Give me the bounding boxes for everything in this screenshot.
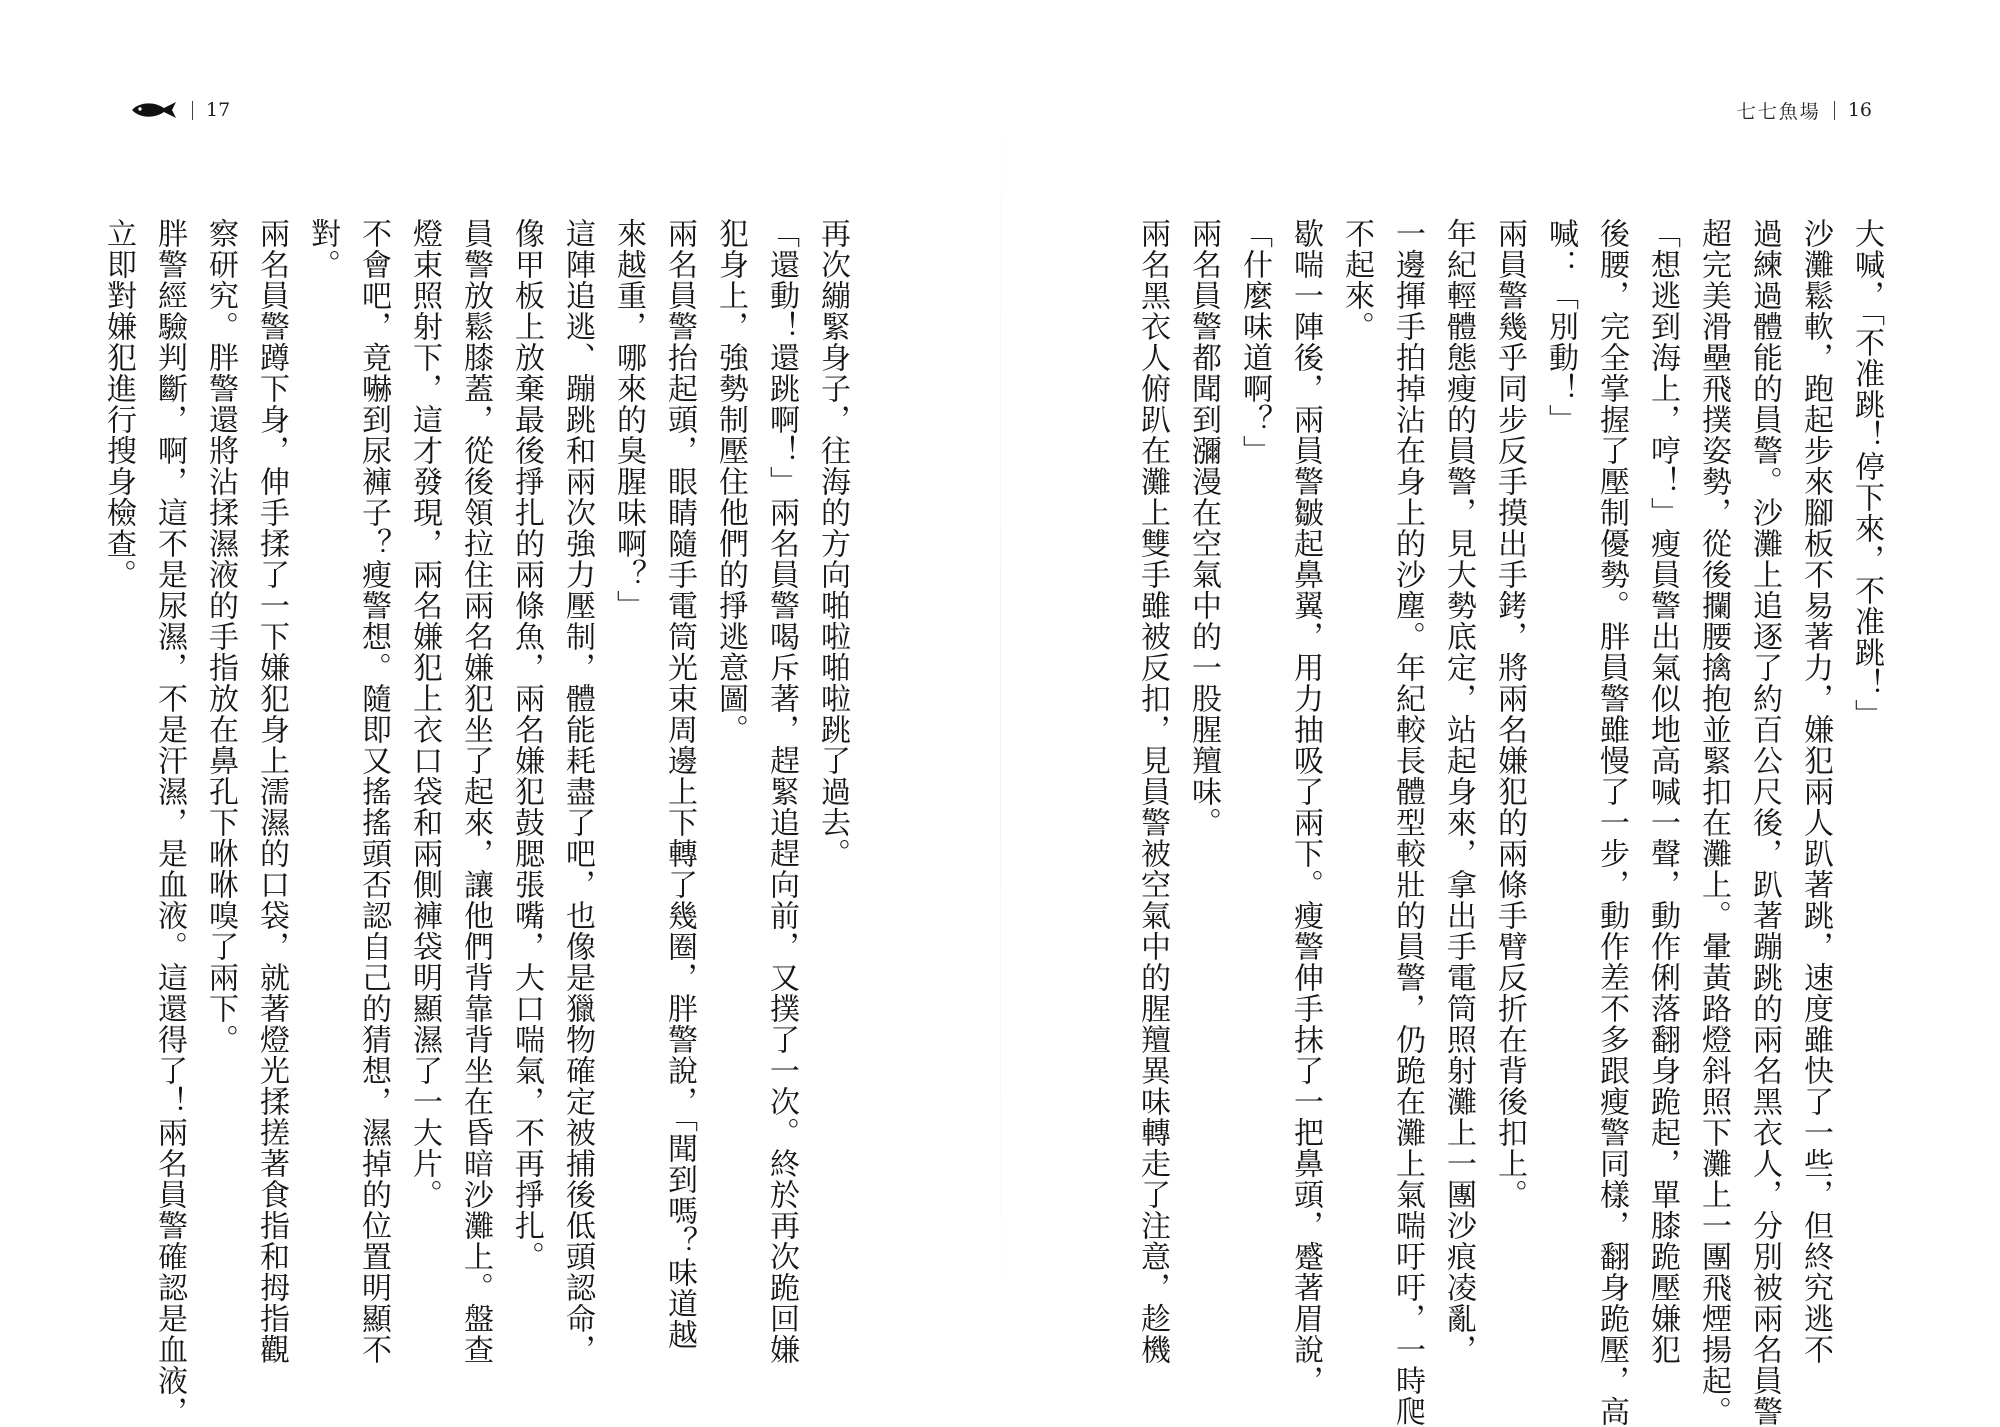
header-separator xyxy=(1834,101,1835,120)
text-line: 「想逃到海上，哼！」瘦員警出氣似地高喊一聲，動作俐落翻身跪起，單膝跪壓嫌犯 xyxy=(1645,218,1680,1365)
text-line: 「什麼味道啊？」 xyxy=(1237,218,1272,466)
text-line: 歇喘一陣後，兩員警皺起鼻翼，用力抽吸了兩下。瘦警伸手抹了一把鼻頭，蹙著眉說， xyxy=(1288,218,1323,1396)
text-line: 來越重，哪來的臭腥味啊？」 xyxy=(611,218,646,621)
text-line: 「還動！還跳啊！」兩名員警喝斥著，趕緊追趕向前，又撲了一次。終於再次跪回嫌 xyxy=(764,218,799,1365)
book-title: 七七魚場 xyxy=(1736,100,1821,123)
text-line: 察研究。胖警還將沾揉濕液的手指放在鼻孔下咻咻嗅了兩下。 xyxy=(203,218,238,1055)
text-line: 喊：「別動！」 xyxy=(1543,218,1578,435)
book-gutter xyxy=(1000,0,1001,1413)
text-line: 這陣追逃、蹦跳和兩次強力壓制，體能耗盡了吧，也像是獵物確定被捕後低頭認命， xyxy=(560,218,595,1365)
text-line: 不會吧，竟嚇到尿褲子？瘦警想。隨即又搖搖頭否認自己的猜想，濕掉的位置明顯不 xyxy=(356,218,391,1365)
right-page-text xyxy=(1110,218,1892,1427)
text-line: 像甲板上放棄最後掙扎的兩條魚，兩名嫌犯鼓腮張嘴，大口喘氣，不再掙扎。 xyxy=(509,218,544,1272)
text-line: 兩名員警抬起頭，眼睛隨手電筒光束周邊上下轉了幾圈，胖警說，「聞到嗎？味道越 xyxy=(662,218,697,1350)
text-line: 後腰，完全掌握了壓制優勢。胖員警雖慢了一步，動作差不多跟瘦警同樣，翻身跪壓，高 xyxy=(1594,218,1629,1427)
text-line: 胖警經驗判斷，啊，這不是尿濕，不是汗濕，是血液。這還得了！兩名員警確認是血液， xyxy=(152,218,187,1427)
text-line: 兩員警幾乎同步反手摸出手銬，將兩名嫌犯的兩條手臂反折在背後扣上。 xyxy=(1492,218,1527,1210)
header-separator xyxy=(192,101,193,120)
text-line: 不起來。 xyxy=(1339,218,1374,342)
right-page-header xyxy=(1737,94,1872,126)
text-line: 年紀輕體態瘦的員警，見大勢底定，站起身來，拿出手電筒照射灘上一團沙痕凌亂， xyxy=(1441,218,1476,1365)
fish-icon xyxy=(130,101,179,119)
text-line: 過練過體能的員警。沙灘上追逐了約百公尺後，趴著蹦跳的兩名黑衣人，分別被兩名員警 xyxy=(1747,218,1782,1427)
text-line: 一邊揮手拍掉沾在身上的沙塵。年紀較長體型較壯的員警，仍跪在灘上氣喘吁吁，一時爬 xyxy=(1390,218,1425,1427)
text-line: 燈束照射下，這才發現，兩名嫌犯上衣口袋和兩側褲袋明顯濕了一大片。 xyxy=(407,218,442,1210)
text-line: 再次繃緊身子，往海的方向啪啦啪啦跳了過去。 xyxy=(815,218,850,869)
text-line: 大喊，「不准跳！停下來，不准跳！」 xyxy=(1849,218,1884,730)
left-page-header xyxy=(130,94,230,126)
text-line: 超完美滑壘飛撲姿勢，從後攔腰擒抱並緊扣在灘上。暈黃路燈斜照下灘上一團飛煙揚起。 xyxy=(1696,218,1731,1427)
text-line: 兩名黑衣人俯趴在灘上雙手雖被反扣，見員警被空氣中的腥羶異味轉走了注意，趁機 xyxy=(1135,218,1170,1365)
right-page-number: 16 xyxy=(1847,99,1872,121)
text-line: 兩名員警蹲下身，伸手揉了一下嫌犯身上濡濕的口袋，就著燈光揉搓著食指和拇指觀 xyxy=(254,218,289,1365)
text-line: 兩名員警都聞到瀰漫在空氣中的一股腥羶味。 xyxy=(1186,218,1221,838)
text-line: 立即對嫌犯進行搜身檢查。 xyxy=(101,218,136,590)
left-page-text xyxy=(101,218,858,1427)
left-page-number: 17 xyxy=(206,99,231,121)
text-line: 員警放鬆膝蓋，從後領拉住兩名嫌犯坐了起來，讓他們背靠背坐在昏暗沙灘上。盤查 xyxy=(458,218,493,1365)
text-line: 犯身上，強勢制壓住他們的掙逃意圖。 xyxy=(713,218,748,745)
text-line: 對。 xyxy=(305,218,340,280)
text-line: 沙灘鬆軟，跑起步來腳板不易著力，嫌犯兩人趴著跳，速度雖快了一些，但終究逃不 xyxy=(1798,218,1833,1365)
